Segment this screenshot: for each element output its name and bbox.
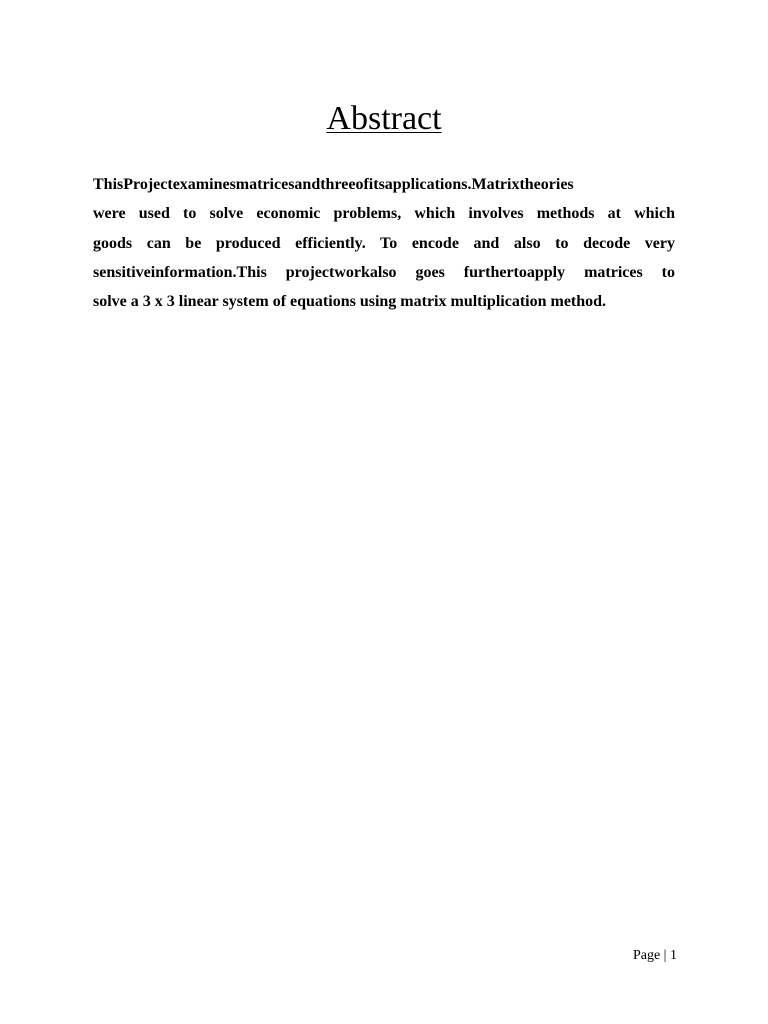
abstract-line-2: were used to solve economic problems, which involves methods at which [93, 205, 675, 223]
abstract-line-1: ThisProjectexaminesmatricesandthreeofitsapplications.Matrixtheories [93, 176, 574, 193]
page-title: Abstract [326, 100, 442, 137]
abstract-paragraph [93, 170, 675, 316]
page-number: Page | 1 [632, 948, 677, 963]
abstract-line-3: goods can be produced efficiently. To encode and also to decode very [93, 234, 675, 252]
abstract-line-5: solve a 3 x 3 linear system of equations using matrix multiplication method. [93, 293, 607, 311]
abstract-line-4: sensitiveinformation.This projectworkalso goes furthertoapply matrices to [93, 263, 675, 281]
